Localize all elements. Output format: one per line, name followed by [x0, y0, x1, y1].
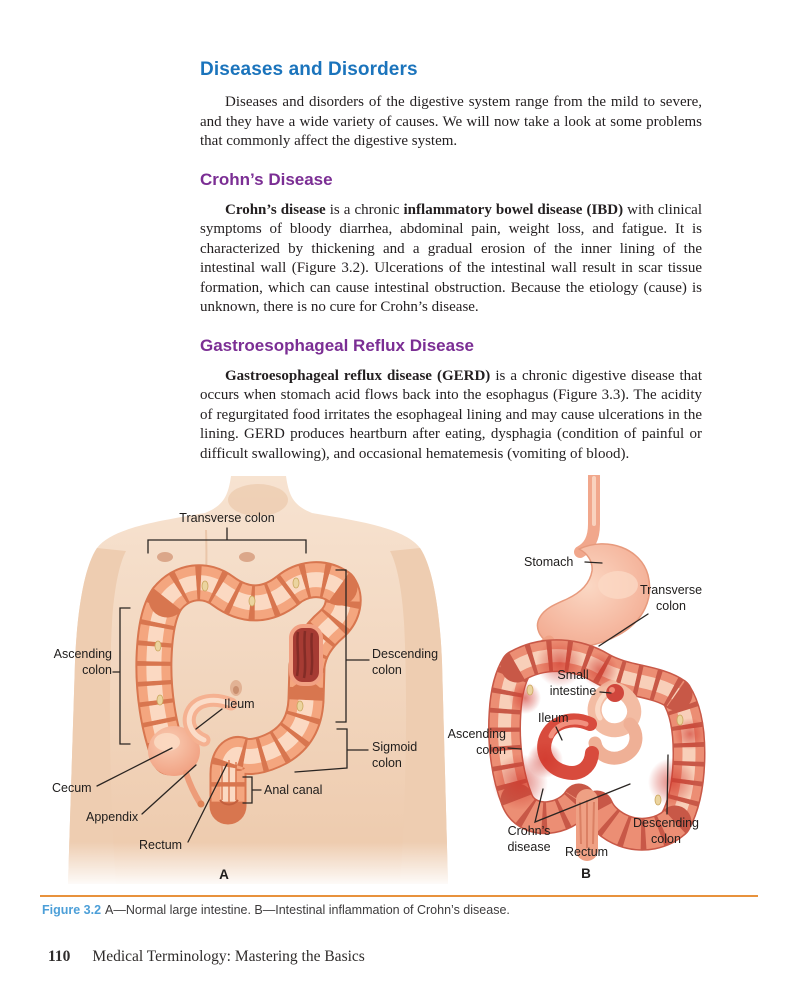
paragraph-crohns: [200, 201, 702, 318]
label-descending-colon-b: Descending colon: [632, 816, 699, 846]
book-title: Medical Terminology: Mastering the Basics: [92, 948, 365, 965]
label-crohns-disease-b: Crohn’s disease: [507, 824, 551, 854]
term-gerd: Gastroesophageal reflux disease (GERD): [225, 367, 491, 384]
label-descending-colon-a: Descending colon: [372, 647, 439, 677]
nipple-left: [157, 552, 173, 562]
label-ileum-b: Ileum: [538, 711, 569, 725]
label-cecum-a: Cecum: [52, 781, 92, 795]
esophagus-shape: [580, 476, 594, 552]
paragraph-crohns-text1: is a chronic: [325, 201, 404, 218]
intro-paragraph: Diseases and disorders of the digestive system range from the mild to severe, and they have a wide variety of causes. We will now take a look at some problems that commonly affect the digestive system.: [200, 94, 702, 149]
paragraph-gerd-text: is a chronic digestive disease that occurs when stomach acid flows back into the esophagus (Figure 3.3). The acidity of regurgitated food irritates the esophageal lining and may cause ulcerations in the lining. GERD produces heartburn after eating, dysphagia (condition of painful or difficult swallowing), and occasional hematemesis (vomiting of blood).: [200, 367, 702, 462]
label-ileum-a: Ileum: [224, 697, 255, 711]
page-number: 110: [48, 948, 71, 965]
label-sigmoid-colon-a: Sigmoid colon: [372, 740, 418, 770]
figure-caption-text: A—Normal large intestine. B—Intestinal inflammation of Crohn’s disease.: [105, 903, 510, 917]
label-rectum-a: Rectum: [139, 838, 183, 852]
label-appendix-a: Appendix: [86, 810, 139, 824]
paragraph-crohns-text2: with clinical symptoms of bloody diarrhea, abdominal pain, weight loss, and fatigue. It is characterized by thickening and a gradual erosion of the inner lining of the intestinal wall (Figure 3.2). Ulcerations of the intestinal wall result in scar tissue formation, which can cause intestinal obstruction. Because the etiology (cause) is unknown, there is no cure for Crohn’s disease.: [200, 201, 702, 315]
page-footer: [48, 948, 365, 966]
page-title: Diseases and Disorders: [200, 59, 418, 80]
label-transverse-colon-b: Transverse colon: [639, 583, 703, 613]
label-stomach-b: Stomach: [524, 555, 574, 569]
nipple-right: [239, 552, 255, 562]
label-ascending-colon-b: Ascending colon: [447, 727, 506, 757]
term-ibd: inflammatory bowel disease (IBD): [403, 201, 624, 218]
figure-caption: [42, 902, 758, 918]
figure-caption-block: [40, 895, 758, 918]
heading-gerd: Gastroesophageal Reflux Disease: [200, 335, 475, 355]
label-transverse-colon-a: Transverse colon: [179, 511, 275, 525]
heading-crohns-disease: Crohn’s Disease: [200, 169, 333, 189]
paragraph-gerd: [200, 367, 702, 465]
caption-rule: [40, 895, 758, 897]
rectum-shape: [580, 800, 594, 850]
label-rectum-b: Rectum: [565, 845, 609, 859]
figure-3-2: [0, 475, 800, 895]
panel-letter-b: B: [581, 866, 591, 881]
digestive-tract-crohns: [492, 476, 706, 850]
text-column: [200, 58, 702, 464]
figure-caption-label: Figure 3.2: [42, 903, 102, 917]
cutaway-segment: [291, 626, 321, 684]
label-small-intestine-b: Small intestine: [549, 668, 597, 698]
label-ascending-colon-a: Ascending colon: [53, 647, 112, 677]
term-crohns-disease: Crohn’s disease: [225, 201, 326, 218]
label-anal-canal-a: Anal canal: [264, 783, 323, 797]
panel-letter-a: A: [219, 867, 229, 882]
